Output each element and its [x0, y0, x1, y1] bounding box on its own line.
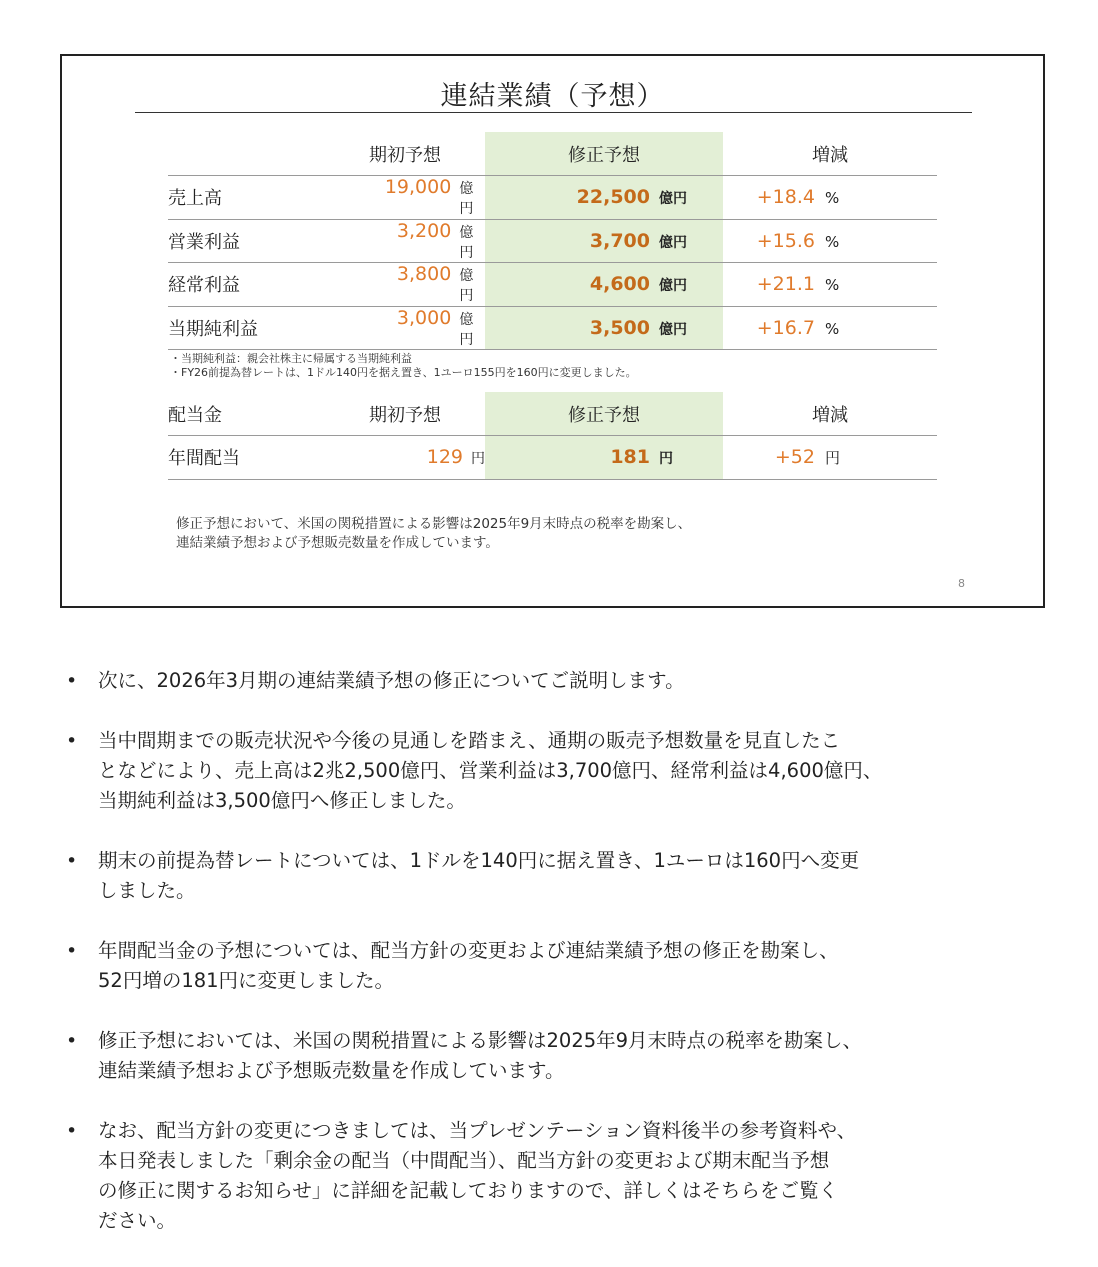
comment-line: 連結業績予想および予想販売数量を作成しています。: [176, 535, 499, 551]
earnings-header-row: [168, 132, 937, 176]
bullet-item: [66, 1116, 1056, 1236]
change-value: +21.1: [756, 273, 815, 296]
initial-unit: 億円: [459, 224, 474, 261]
page-number: 8: [958, 577, 965, 590]
earnings-table: [168, 132, 937, 350]
bullet-item: [66, 666, 1056, 696]
revised-unit: 億円: [659, 234, 687, 251]
dividend-header-change: 増減: [723, 392, 937, 436]
row-label: 年間配当: [168, 436, 325, 480]
initial-value: 3,800: [396, 263, 452, 286]
bullet-line: 連結業績予想および予想販売数量を作成しています。: [98, 1059, 565, 1082]
initial-unit: 円: [471, 451, 485, 468]
initial-unit: 億円: [459, 268, 474, 305]
slide-comment: [176, 515, 691, 553]
bullet-line: 年間配当金の予想については、配当方針の変更および連結業績予想の修正を勘案し、: [98, 939, 839, 962]
note-line: ・当期純利益：親会社株主に帰属する当期純利益: [170, 352, 412, 365]
initial-value: 3,200: [396, 219, 452, 242]
bullet-dot-icon: •: [66, 940, 78, 962]
bullet-line: なお、配当方針の変更につきましては、当プレゼンテーション資料後半の参考資料や、: [98, 1119, 857, 1142]
table-notes: [170, 352, 637, 380]
change-unit: 円: [825, 449, 841, 468]
header-blank: [168, 132, 325, 176]
dividend-header-revised: 修正予想: [485, 392, 723, 436]
bullet-item: [66, 936, 1056, 996]
bullet-item: [66, 726, 1056, 816]
earnings-row: [168, 263, 937, 307]
bullet-line: しました。: [98, 879, 196, 902]
dividend-header-initial: 期初予想: [325, 392, 485, 436]
initial-value: 3,000: [396, 306, 452, 329]
initial-value: 19,000: [384, 176, 452, 199]
header-change: 増減: [723, 132, 937, 176]
earnings-row: [168, 176, 937, 220]
header-revised: 修正予想: [485, 132, 723, 176]
dividend-row: [168, 436, 937, 480]
revised-value: 3,700: [589, 229, 650, 252]
bullet-dot-icon: •: [66, 850, 78, 872]
row-label: 営業利益: [168, 219, 325, 263]
initial-unit: 億円: [459, 181, 474, 218]
bullet-line: ださい。: [98, 1209, 177, 1232]
slide-title: 連結業績（予想）: [440, 81, 665, 112]
note-line: ・FY26前提為替レートは、1ドル140円を据え置き、1ユーロ155円を160円に変更しました。: [170, 366, 637, 379]
bullet-dot-icon: •: [66, 670, 78, 692]
bullet-line: 当期純利益は3,500億円へ修正しました。: [98, 789, 466, 812]
revised-unit: 億円: [659, 191, 687, 208]
earnings-row: [168, 306, 937, 350]
bullet-line: 期末の前提為替レートについては、1ドルを140円に据え置き、1ユーロは160円へ変更: [98, 849, 860, 872]
bullet-line: 52円増の181円に変更しました。: [98, 969, 395, 992]
header-initial: 期初予想: [325, 132, 485, 176]
dividend-label: 配当金: [168, 392, 325, 436]
revised-value: 181: [610, 446, 650, 469]
slide: [60, 54, 1045, 608]
dividend-table: [168, 392, 937, 480]
bullet-line: 当中間期までの販売状況や今後の見通しを踏まえ、通期の販売予想数量を見直したこ: [98, 729, 841, 752]
bullet-line: 本日発表しました「剰余金の配当（中間配当）、配当方針の変更および期末配当予想: [98, 1149, 830, 1172]
row-label: 売上高: [168, 176, 325, 220]
change-unit: %: [825, 232, 840, 251]
change-value: +52: [774, 446, 815, 469]
change-value: +18.4: [756, 186, 815, 209]
change-value: +16.7: [756, 316, 815, 339]
initial-value: 129: [426, 446, 463, 469]
change-unit: %: [825, 276, 840, 295]
row-label: 当期純利益: [168, 306, 325, 350]
revised-unit: 円: [659, 451, 673, 468]
bullet-line: 修正予想においては、米国の関税措置による影響は2025年9月末時点の税率を勘案し、: [98, 1029, 863, 1052]
row-label: 経常利益: [168, 263, 325, 307]
bullet-item: [66, 846, 1056, 906]
revised-value: 4,600: [589, 273, 650, 296]
revised-unit: 億円: [659, 321, 687, 338]
title-divider: [135, 112, 972, 113]
comment-line: 修正予想において、米国の関税措置による影響は2025年9月末時点の税率を勘案し、: [176, 516, 692, 532]
bullet-dot-icon: •: [66, 730, 78, 752]
initial-unit: 億円: [459, 311, 474, 348]
bullet-line: となどにより、売上高は2兆2,500億円、営業利益は3,700億円、経常利益は4,600億円、: [98, 759, 883, 782]
bullet-dot-icon: •: [66, 1120, 78, 1142]
bullet-line: の修正に関するお知らせ」に詳細を記載しておりますので、詳しくはそちらをご覧く: [98, 1179, 839, 1202]
change-value: +15.6: [756, 229, 815, 252]
earnings-row: [168, 219, 937, 263]
revised-unit: 億円: [659, 278, 687, 295]
change-unit: %: [825, 189, 840, 208]
bullet-item: [66, 1026, 1056, 1086]
revised-value: 3,500: [589, 316, 650, 339]
change-unit: %: [825, 319, 840, 338]
transcript-bullets: [66, 666, 1056, 1266]
dividend-header-row: [168, 392, 937, 436]
revised-value: 22,500: [576, 186, 650, 209]
bullet-line: 次に、2026年3月期の連結業績予想の修正についてご説明します。: [98, 669, 685, 692]
bullet-dot-icon: •: [66, 1030, 78, 1052]
